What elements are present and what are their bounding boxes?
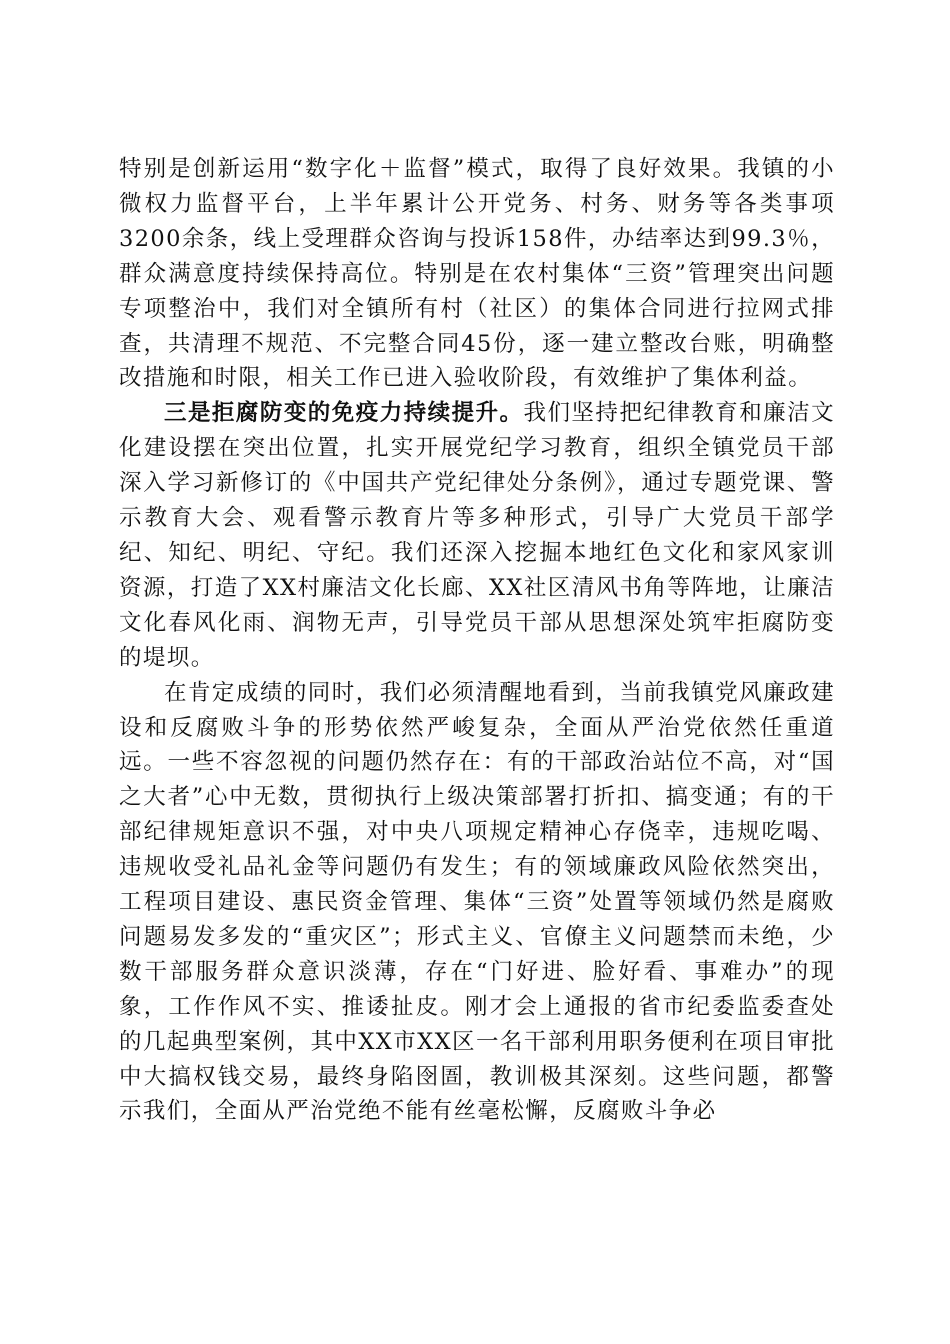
paragraph-lead-heading: 三是拒腐防变的免疫力持续提升。 — [164, 400, 524, 427]
paragraph-anti-corruption-immunity — [119, 396, 835, 675]
paragraph-text: 在肯定成绩的同时，我们必须清醒地看到，当前我镇党风廉政建设和反腐败斗争的形势依然严峻复杂，全面从严治党依然任重道远。一些不容忽视的问题仍然存在：有的干部政治站位不高，对“国之大者”心中无数，贯彻执行上级决策部署打折扣、搞变通；有的干部纪律规矩意识不强，对中央八项规定精神心存侥幸，违规吃喝、违规收受礼品礼金等问题仍有发生；有的领域廉政风险依然突出，工程项目建设、惠民资金管理、集体“三资”处置等领域仍然是腐败问题易发多发的“重灾区”；形式主义、官僚主义问题禁而未绝，少数干部服务群众意识淡薄，存在“门好进、脸好看、事难办”的现象，工作作风不实、推诿扯皮。刚才会上通报的省市纪委监委查处的几起典型案例，其中XX市XX区一名干部利用职务便利在项目审批中大搞权钱交易，最终身陷囹圄，教训极其深刻。这些问题，都警示我们，全面从严治党绝不能有丝毫松懈，反腐败斗争必 — [119, 679, 835, 1125]
paragraph-existing-problems — [119, 676, 835, 1130]
paragraph-text: 特别是创新运用“数字化＋监督”模式，取得了良好效果。我镇的小微权力监督平台，上半年累计公开党务、村务、财务等各类事项3200余条，线上受理群众咨询与投诉158件，办结率达到99.3％，群众满意度持续保持高位。特别是在农村集体“三资”管理突出问题专项整治中，我们对全镇所有村（社区）的集体合同进行拉网式排查，共清理不规范、不完整合同45份，逐一建立整改台账，明确整改措施和时限，相关工作已进入验收阶段，有效维护了集体利益。 — [119, 156, 835, 392]
paragraph-digital-supervision — [119, 152, 835, 396]
document-body — [119, 152, 835, 1129]
paragraph-text: 我们坚持把纪律教育和廉洁文化建设摆在突出位置，扎实开展党纪学习教育，组织全镇党员干部深入学习新修订的《中国共产党纪律处分条例》，通过专题党课、警示教育大会、观看警示教育片等多种形式，引导广大党员干部学纪、知纪、明纪、守纪。我们还深入挖掘本地红色文化和家风家训资源，打造了XX村廉洁文化长廊、XX社区清风书角等阵地，让廉洁文化春风化雨、润物无声，引导党员干部从思想深处筑牢拒腐防变的堤坝。 — [119, 400, 835, 671]
